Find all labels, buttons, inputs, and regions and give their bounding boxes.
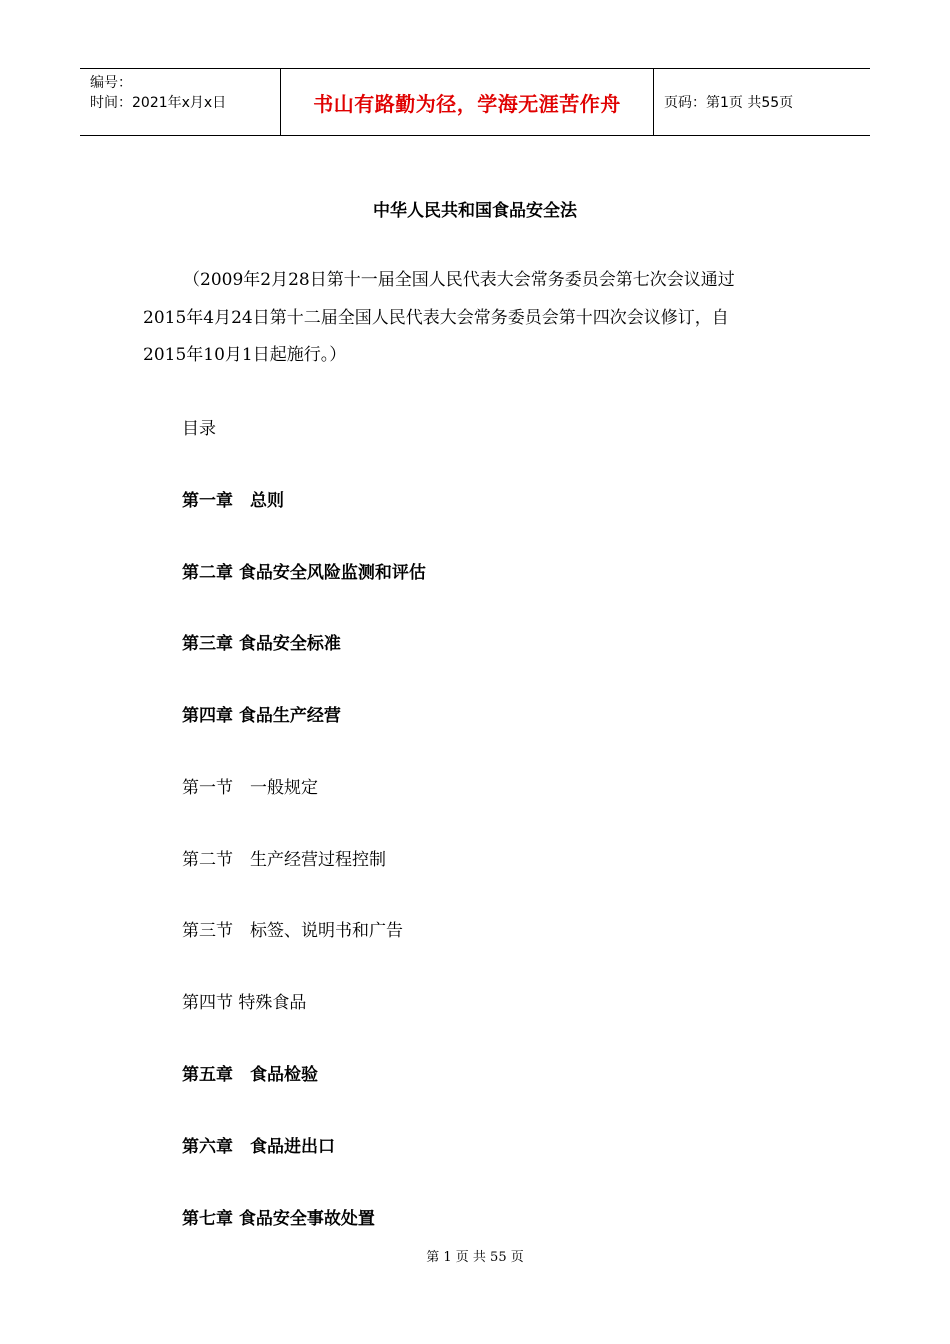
toc-item-chapter-1[interactable]: 第一章 总则 [182,491,284,511]
preamble-line-1: （2009年2月28日第十一届全国人民代表大会常务委员会第七次会议通过 [183,270,735,290]
preamble-line-3: 2015年10月1日起施行。） [143,345,347,365]
toc-item-section-4[interactable]: 第四节 特殊食品 [182,993,307,1013]
toc-item-chapter-6[interactable]: 第六章 食品进出口 [182,1137,335,1157]
toc-item-section-3[interactable]: 第三节 标签、说明书和广告 [182,921,403,941]
number-label: 编号： [90,75,132,91]
toc-item-chapter-3[interactable]: 第三章 食品安全标准 [182,634,341,654]
toc-label: 目录 [182,419,216,439]
page-footer: 第 1 页 共 55 页 [426,1250,524,1265]
page-header [80,68,870,136]
preamble [143,262,823,375]
toc-item-chapter-4[interactable]: 第四章 食品生产经营 [182,706,341,726]
date-label: 时间：2021年x月x日 [90,95,227,111]
toc-item-section-1[interactable]: 第一节 一般规定 [182,778,318,798]
preamble-line-2: 2015年4月24日第十二届全国人民代表大会常务委员会第十四次会议修订，自 [143,307,729,328]
header-motto: 书山有路勤为径，学海无涯苦作舟 [281,69,654,135]
toc-item-chapter-2[interactable]: 第二章 食品安全风险监测和评估 [182,563,426,583]
toc-item-chapter-5[interactable]: 第五章 食品检验 [182,1065,318,1085]
header-meta [80,69,281,135]
toc-item-chapter-7[interactable]: 第七章 食品安全事故处置 [182,1209,375,1229]
toc-item-section-2[interactable]: 第二节 生产经营过程控制 [182,850,386,870]
document-title: 中华人民共和国食品安全法 [373,201,577,221]
header-page-info: 页码：第1页 共55页 [664,95,794,111]
